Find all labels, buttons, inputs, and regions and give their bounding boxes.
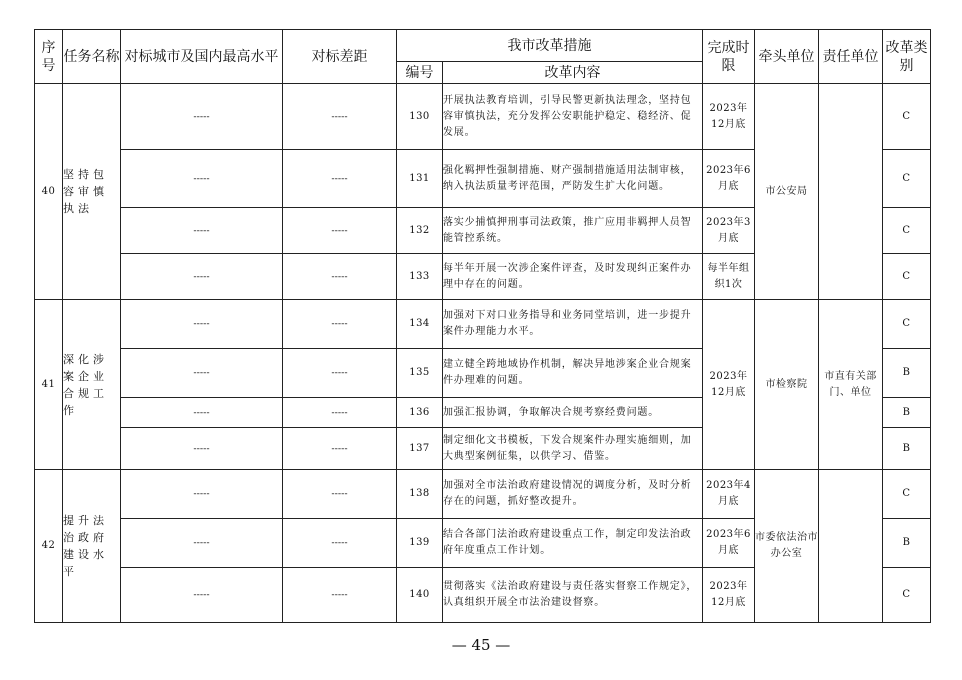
header-deadline: 完成时限 [703, 30, 755, 84]
deadline-cell: 2023年12月底 [703, 568, 755, 623]
gap-cell: ----- [283, 254, 397, 300]
header-gap: 对标差距 [283, 30, 397, 84]
page-number: — 45 — [451, 636, 511, 654]
measure-num: 132 [397, 208, 443, 254]
reform-type: C [883, 150, 931, 208]
header-content: 改革内容 [443, 62, 703, 84]
reform-type: B [883, 349, 931, 398]
measure-content: 加强对全市法治政府建设情况的调度分析，及时分析存在的问题，抓好整改提升。 [443, 470, 703, 519]
benchmark-cell: ----- [121, 428, 283, 470]
header-seq: 序号 [35, 30, 63, 84]
measure-num: 133 [397, 254, 443, 300]
benchmark-cell: ----- [121, 470, 283, 519]
reform-type: C [883, 84, 931, 150]
reform-type: B [883, 519, 931, 568]
measure-num: 135 [397, 349, 443, 398]
measure-content: 结合各部门法治政府建设重点工作，制定印发法治政府年度重点工作计划。 [443, 519, 703, 568]
reform-type: C [883, 208, 931, 254]
resp-unit [819, 470, 883, 623]
resp-unit [819, 84, 883, 300]
deadline-cell: 2023年6月底 [703, 519, 755, 568]
reform-type: C [883, 470, 931, 519]
benchmark-cell: ----- [121, 568, 283, 623]
measure-content: 每半年开展一次涉企案件评查，及时发现纠正案件办理中存在的问题。 [443, 254, 703, 300]
table-row [35, 300, 931, 349]
measure-content: 建立健全跨地域协作机制，解决异地涉案企业合规案件办理难的问题。 [443, 349, 703, 398]
deadline-cell: 每半年组织1次 [703, 254, 755, 300]
measure-num: 139 [397, 519, 443, 568]
table-row [35, 470, 931, 519]
measure-num: 140 [397, 568, 443, 623]
benchmark-cell: ----- [121, 254, 283, 300]
deadline-cell: 2023年4月底 [703, 470, 755, 519]
deadline-cell: 2023年6月底 [703, 150, 755, 208]
reform-measures-table [34, 29, 931, 623]
benchmark-cell: ----- [121, 349, 283, 398]
reform-type: C [883, 254, 931, 300]
measure-content: 贯彻落实《法治政府建设与责任落实督察工作规定》，认真组织开展全市法治建设督察。 [443, 568, 703, 623]
header-type: 改革类别 [883, 30, 931, 84]
measure-content: 加强汇报协调，争取解决合规考察经费问题。 [443, 398, 703, 428]
measure-num: 137 [397, 428, 443, 470]
group-seq: 41 [35, 300, 63, 470]
benchmark-cell: ----- [121, 300, 283, 349]
header-task: 任务名称 [63, 30, 121, 84]
gap-cell: ----- [283, 208, 397, 254]
table-row [35, 84, 931, 150]
gap-cell: ----- [283, 84, 397, 150]
measure-num: 138 [397, 470, 443, 519]
measure-num: 134 [397, 300, 443, 349]
header-resp: 责任单位 [819, 30, 883, 84]
benchmark-cell: ----- [121, 519, 283, 568]
group-seq: 42 [35, 470, 63, 623]
measure-content: 制定细化文书模板，下发合规案件办理实施细则，加大典型案例征集，以供学习、借鉴。 [443, 428, 703, 470]
gap-cell: ----- [283, 568, 397, 623]
measure-num: 136 [397, 398, 443, 428]
measure-num: 131 [397, 150, 443, 208]
deadline-cell: 2023年12月底 [703, 300, 755, 470]
group-seq: 40 [35, 84, 63, 300]
deadline-cell: 2023年12月底 [703, 84, 755, 150]
measure-content: 落实少捕慎押刑事司法政策，推广应用非羁押人员智能管控系统。 [443, 208, 703, 254]
reform-type: B [883, 428, 931, 470]
benchmark-cell: ----- [121, 398, 283, 428]
header-benchmark: 对标城市及国内最高水平 [121, 30, 283, 84]
measure-content: 加强对下对口业务指导和业务同堂培训，进一步提升案件办理能力水平。 [443, 300, 703, 349]
gap-cell: ----- [283, 519, 397, 568]
reform-type: C [883, 300, 931, 349]
lead-unit: 市公安局 [755, 84, 819, 300]
gap-cell: ----- [283, 300, 397, 349]
benchmark-cell: ----- [121, 150, 283, 208]
gap-cell: ----- [283, 428, 397, 470]
header-num: 编号 [397, 62, 443, 84]
measure-content: 开展执法教育培训，引导民警更新执法理念，坚持包容审慎执法，充分发挥公安职能护稳定、稳经济、促发展。 [443, 84, 703, 150]
lead-unit: 市检察院 [755, 300, 819, 470]
gap-cell: ----- [283, 150, 397, 208]
reform-type: C [883, 568, 931, 623]
lead-unit: 市委依法治市办公室 [755, 470, 819, 623]
deadline-cell: 2023年3月底 [703, 208, 755, 254]
header-lead: 牵头单位 [755, 30, 819, 84]
benchmark-cell: ----- [121, 208, 283, 254]
resp-unit: 市直有关部门、单位 [819, 300, 883, 470]
measure-num: 130 [397, 84, 443, 150]
header-measures: 我市改革措施 [397, 30, 703, 62]
group-task: 坚持包容审慎执法 [63, 84, 121, 300]
group-task: 提升法治政府建设水平 [63, 470, 121, 623]
reform-type: B [883, 398, 931, 428]
benchmark-cell: ----- [121, 84, 283, 150]
measure-content: 强化羁押性强制措施、财产强制措施适用法制审核，纳入执法质量考评范围，严防发生扩大化问题。 [443, 150, 703, 208]
group-task: 深化涉案企业合规工作 [63, 300, 121, 470]
gap-cell: ----- [283, 470, 397, 519]
gap-cell: ----- [283, 349, 397, 398]
gap-cell: ----- [283, 398, 397, 428]
